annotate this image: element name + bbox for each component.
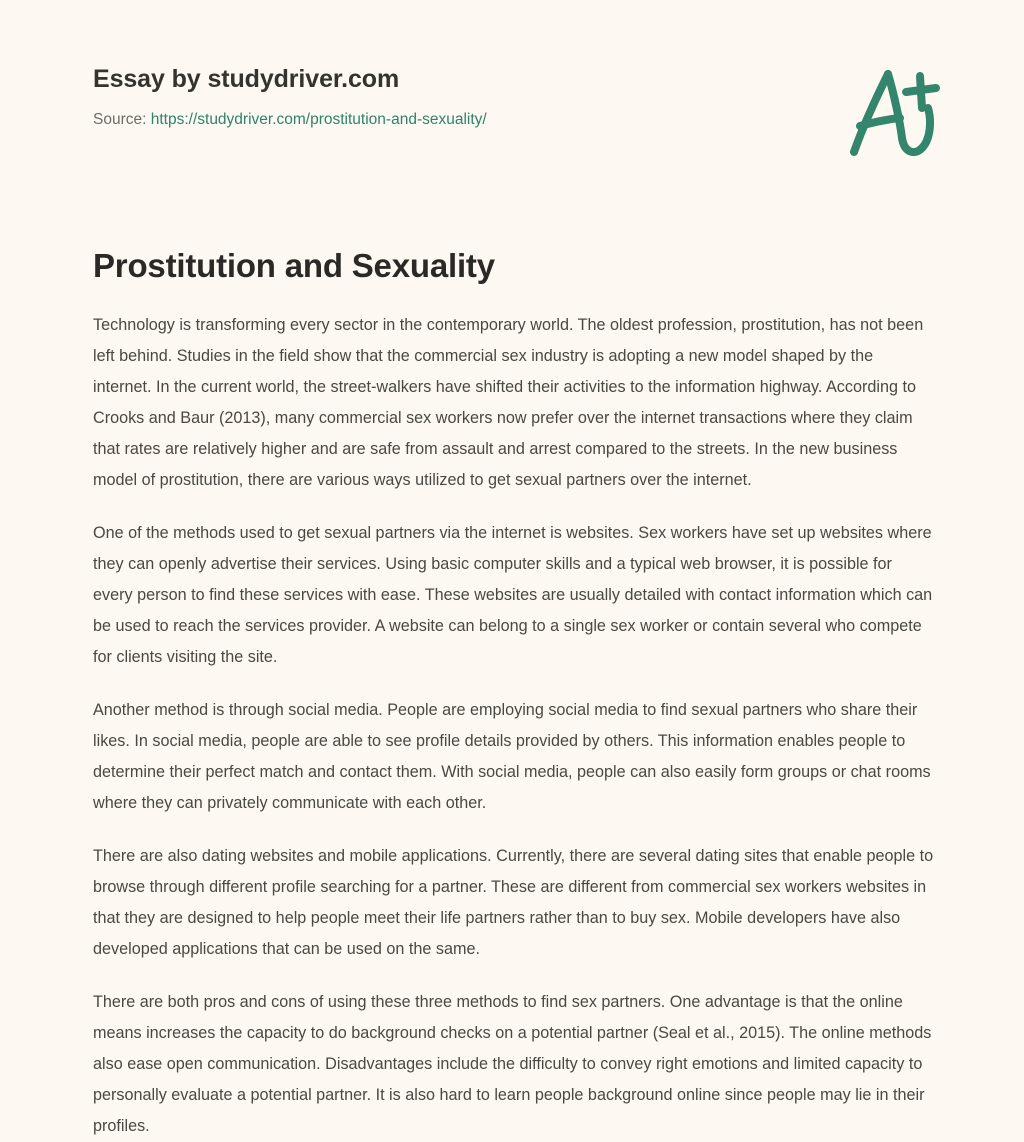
paragraph: Another method is through social media. People are employing social media to find sexual partners who share their likes. In social media, people are able to see profile details provided by others. This information enables people to determine their perfect match and contact them. With social media, people can also easily form groups or chat rooms where they can privately communicate with each other. — [93, 701, 931, 812]
paragraph: There are both pros and cons of using these three methods to find sex partners. One advantage is that the online means increases the capacity to do background checks on a potential partner (Seal et al., 2015). The online methods also ease open communication. Disadvantages include the difficulty to convey right emotions and limited capacity to personally evaluate a potential partner. It is also hard to learn people background online since people may lie in their profiles. — [93, 993, 932, 1135]
source-label: Source: — [93, 111, 147, 128]
article-body — [93, 310, 936, 1142]
a-plus-logo-glyph — [836, 64, 946, 164]
paragraph: One of the methods used to get sexual partners via the internet is websites. Sex workers have set up websites where they can openly advertise their services. Using basic computer skills and a typical web browser, it is possible for every person to find these services with ease. These websites are usually detailed with contact information which can be used to reach the services provider. A website can belong to a single sex worker or contain several who compete for clients visiting the site. — [93, 524, 933, 666]
source-line — [93, 110, 944, 130]
source-url-link[interactable]: https://studydriver.com/prostitution-and-sexuality/ — [150, 111, 487, 128]
page-title: Prostitution and Sexuality — [93, 247, 495, 284]
essay-by-heading: Essay by studydriver.com — [93, 65, 400, 93]
page-header — [93, 64, 944, 174]
paragraph: Technology is transforming every sector in the contemporary world. The oldest profession, prostitution, has not been left behind. Studies in the field show that the commercial sex industry is adopting a new model shaped by the internet. In the current world, the street-walkers have shifted their activities to the information highway. According to Crooks and Baur (2013), many commercial sex workers now prefer over the internet transactions where they claim that rates are relatively higher and are safe from assault and arrest compared to the streets. In the new business model of prostitution, there are various ways utilized to get sexual partners over the internet. — [93, 316, 924, 489]
studydriver-a-plus-logo-icon — [836, 64, 946, 164]
paragraph: There are also dating websites and mobile applications. Currently, there are several dating sites that enable people to browse through different profile searching for a partner. These are different from commercial sex workers websites in that they are designed to help people meet their life partners rather than to buy sex. Mobile developers have also developed applications that can be used on the same. — [93, 847, 934, 958]
